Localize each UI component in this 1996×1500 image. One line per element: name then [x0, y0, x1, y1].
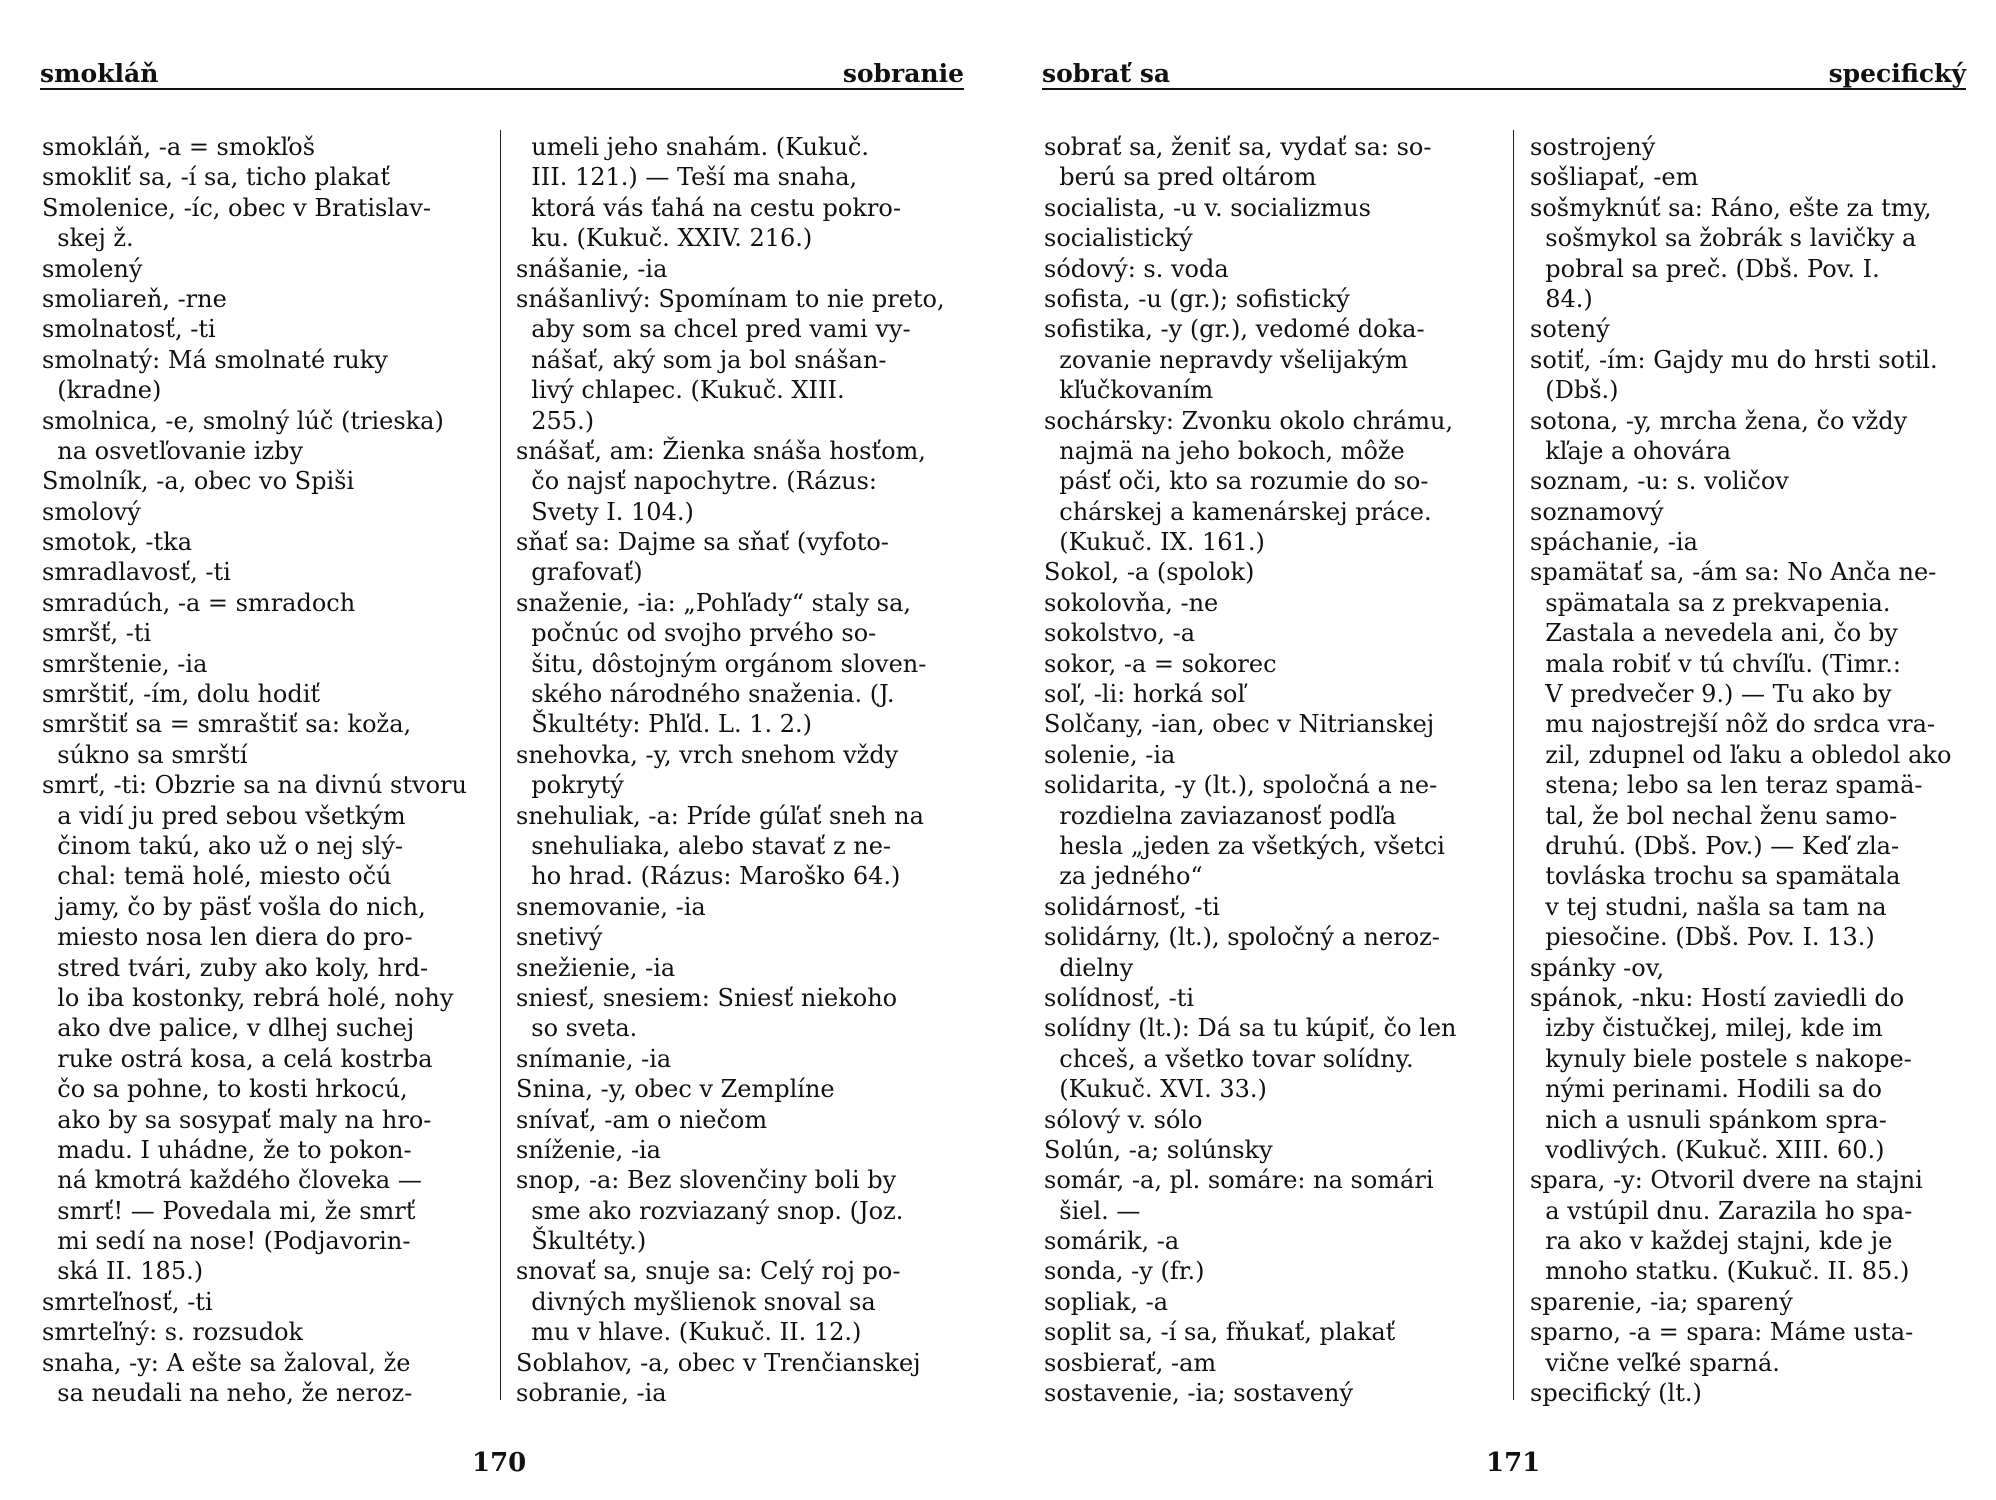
entry-line: solidárnosť, -ti: [1044, 892, 1220, 921]
entry-line: sódový: s. voda: [1044, 254, 1229, 283]
entry-line: sokolstvo, -a: [1044, 619, 1196, 648]
entry-line: soznamový: [1530, 497, 1664, 526]
entry-line: ná kmotrá každého človeka —: [42, 1166, 422, 1195]
header-last-entry: sobranie: [842, 59, 964, 88]
entry-line: zil, zdupnel od ľaku a obledol ako: [1530, 740, 1952, 769]
entry-line: Snina, -y, obec v Zemplíne: [516, 1075, 835, 1104]
entry-line: smrštiť, -ím, dolu hodiť: [42, 680, 321, 709]
entry-line: sošmyknúť sa: Ráno, ešte za tmy,: [1530, 193, 1932, 222]
entry-line: sostavenie, -ia; sostavený: [1044, 1379, 1354, 1408]
entry-line: soplit sa, -í sa, fňukať, plakať: [1044, 1318, 1396, 1347]
header-first-entry: sobrať sa: [1042, 59, 1171, 88]
entry-line: smrštiť sa = smraštiť sa: koža,: [42, 710, 412, 739]
entry-line: solídnosť, -ti: [1044, 983, 1195, 1012]
entry-line: ktorá vás ťahá na cestu pokro-: [516, 193, 901, 222]
entry-line: smokliť sa, -í sa, ticho plakať: [42, 163, 391, 192]
header-first-entry: smokláň: [40, 59, 159, 88]
entry-line: (kradne): [42, 376, 162, 405]
entry-line: smrštenie, -ia: [42, 649, 208, 678]
entry-line: najmä na jeho bokoch, môže: [1044, 436, 1405, 465]
entry-line: sotona, -y, mrcha žena, čo vždy: [1530, 406, 1908, 435]
entry-line: snovať sa, snuje sa: Celý roj po-: [516, 1257, 901, 1286]
entry-line: sparenie, -ia; sparený: [1530, 1287, 1793, 1316]
entry-line: mi sedí na nose! (Podjavorin-: [42, 1227, 411, 1256]
dictionary-column: [516, 132, 962, 1408]
entry-line: ako by sa sosypať maly na hro-: [42, 1105, 432, 1134]
entry-line: smolnatosť, -ti: [42, 315, 216, 344]
entry-line: berú sa pred oltárom: [1044, 163, 1317, 192]
entry-line: Zastala a nevedela ani, čo by: [1530, 619, 1898, 648]
entry-line: solidárny, (lt.), spoločný a neroz-: [1044, 923, 1440, 952]
dictionary-column: [42, 132, 482, 1408]
entry-line: smrť! — Povedala mi, že smrť: [42, 1196, 416, 1225]
entry-line: socialistický: [1044, 224, 1193, 253]
entry-line: sníženie, -ia: [516, 1135, 661, 1164]
entry-line: Solún, -a; solúnsky: [1044, 1135, 1273, 1164]
entry-line: sostrojený: [1530, 133, 1656, 161]
page-number: 170: [472, 1448, 527, 1478]
entry-line: smrteľný: s. rozsudok: [42, 1318, 304, 1347]
entry-line: Smolník, -a, obec vo Spiši: [42, 467, 355, 496]
entry-line: solidarita, -y (lt.), spoločná a ne-: [1044, 771, 1438, 800]
entry-line: sniesť, snesiem: Sniesť niekoho: [516, 983, 898, 1012]
running-head: [40, 58, 964, 90]
entry-line: Škultéty.): [516, 1227, 647, 1256]
entry-line: madu. I uhádne, že to pokon-: [42, 1135, 412, 1164]
entry-line: sotiť, -ím: Gajdy mu do hrsti sotil.: [1530, 345, 1938, 374]
entry-line: sokor, -a = sokorec: [1044, 649, 1277, 678]
entry-line: sošmykol sa žobrák s lavičky a: [1530, 224, 1917, 253]
entry-line: sňať sa: Dajme sa sňať (vyfoto-: [516, 528, 889, 557]
entry-line: smolový: [42, 497, 141, 526]
entry-line: spánky -ov,: [1530, 953, 1665, 982]
entry-line: Svety I. 104.): [516, 497, 694, 526]
entry-line: pásť oči, kto sa rozumie do so-: [1044, 467, 1429, 496]
entry-line: Solčany, -ian, obec v Nitrianskej: [1044, 710, 1435, 739]
entry-line: skej ž.: [42, 224, 134, 253]
entry-line: soznam, -u: s. voličov: [1530, 467, 1789, 496]
entry-line: Soblahov, -a, obec v Trenčianskej: [516, 1348, 921, 1377]
entry-line: a vstúpil dnu. Zarazila ho spa-: [1530, 1196, 1913, 1225]
entry-line: snehuliaka, alebo stavať z ne-: [516, 831, 891, 860]
entry-line: smrteľnosť, -ti: [42, 1287, 213, 1316]
entry-line: snívať, -am o niečom: [516, 1105, 768, 1134]
entry-line: sopliak, -a: [1044, 1287, 1169, 1316]
entry-line: čo najsť napochytre. (Rázus:: [516, 467, 877, 496]
entry-line: ská II. 185.): [42, 1257, 204, 1286]
header-last-entry: specifický: [1828, 59, 1966, 88]
column-divider: [500, 130, 501, 1400]
entry-line: Sokol, -a (spolok): [1044, 558, 1255, 587]
entry-line: sošliapať, -em: [1530, 163, 1699, 192]
entry-line: (Kukuč. XVI. 33.): [1044, 1075, 1267, 1104]
entry-line: snežienie, -ia: [516, 953, 676, 982]
entry-line: činom takú, ako už o nej slý-: [42, 831, 404, 860]
entry-line: stena; lebo sa len teraz spamä-: [1530, 771, 1923, 800]
entry-line: mnoho statku. (Kukuč. II. 85.): [1530, 1257, 1910, 1286]
entry-line: stred tvári, zuby ako koly, hrd-: [42, 953, 429, 982]
entry-line: chárskej a kamenárskej práce.: [1044, 497, 1432, 526]
entry-line: ruke ostrá kosa, a celá kostrba: [42, 1044, 433, 1073]
entry-line: ra ako v každej stajni, kde je: [1530, 1227, 1893, 1256]
entry-line: miesto nosa len diera do pro-: [42, 923, 413, 952]
entry-line: druhú. (Dbš. Pov.) — Keď zla-: [1530, 831, 1900, 860]
entry-line: (Kukuč. IX. 161.): [1044, 528, 1265, 557]
entry-line: za jedného“: [1044, 862, 1203, 891]
entry-line: smršť, -ti: [42, 619, 152, 648]
entry-line: snaženie, -ia: „Pohľady“ staly sa,: [516, 588, 912, 617]
entry-line: spánok, -nku: Hostí zaviedli do: [1530, 983, 1905, 1012]
entry-line: dielny: [1044, 953, 1134, 982]
entry-line: tovláska trochu sa spamätala: [1530, 862, 1901, 891]
entry-line: 84.): [1530, 284, 1593, 313]
entry-line: solenie, -ia: [1044, 740, 1176, 769]
entry-line: smokláň, -a = smokľoš: [42, 133, 316, 161]
entry-line: sobranie, -ia: [516, 1379, 667, 1408]
entry-line: soľ, -li: horká soľ: [1044, 680, 1246, 709]
entry-line: sonda, -y (fr.): [1044, 1257, 1205, 1286]
entry-line: snetivý: [516, 923, 603, 952]
entry-line: v tej studni, našla sa tam na: [1530, 892, 1887, 921]
entry-line: specifický (lt.): [1530, 1379, 1702, 1408]
entry-line: na osvetľovanie izby: [42, 436, 304, 465]
entry-line: ku. (Kukuč. XXIV. 216.): [516, 224, 813, 253]
entry-line: sochársky: Zvonku okolo chrámu,: [1044, 406, 1454, 435]
entry-line: lo iba kostonky, rebrá holé, nohy: [42, 983, 454, 1012]
entry-line: pokrytý: [516, 771, 624, 800]
entry-line: Smolenice, -íc, obec v Bratislav-: [42, 193, 432, 222]
entry-line: ho hrad. (Rázus: Maroško 64.): [516, 862, 901, 891]
entry-line: tal, že bol nechal ženu samo-: [1530, 801, 1898, 830]
entry-line: smradúch, -a = smradoch: [42, 588, 356, 617]
entry-line: Škultéty: Phľd. L. 1. 2.): [516, 710, 813, 739]
entry-line: sotený: [1530, 315, 1610, 344]
entry-line: spamätať sa, -ám sa: No Anča ne-: [1530, 558, 1937, 587]
entry-line: rozdielna zaviazanosť podľa: [1044, 801, 1397, 830]
entry-line: snaha, -y: A ešte sa žaloval, že: [42, 1348, 411, 1377]
entry-line: ako dve palice, v dlhej suchej: [42, 1014, 415, 1043]
entry-line: snášať, am: Žienka snáša hosťom,: [516, 436, 926, 465]
entry-line: čo sa pohne, to kosti hrkocú,: [42, 1075, 408, 1104]
entry-line: sofistika, -y (gr.), vedomé doka-: [1044, 315, 1425, 344]
entry-line: ského národného snaženia. (J.: [516, 680, 895, 709]
entry-line: sme ako rozviazaný snop. (Joz.: [516, 1196, 904, 1225]
dictionary-column: [1044, 132, 1484, 1408]
entry-line: snímanie, -ia: [516, 1044, 672, 1073]
entry-line: socialista, -u v. socializmus: [1044, 193, 1371, 222]
entry-line: chal: temä holé, miesto očú: [42, 862, 392, 891]
entry-line: snášanlivý: Spomínam to nie preto,: [516, 284, 945, 313]
entry-line: grafovať): [516, 558, 643, 587]
entry-line: spara, -y: Otvoril dvere na stajni: [1530, 1166, 1923, 1195]
entry-line: vične veľké sparná.: [1530, 1348, 1780, 1377]
entry-line: kynuly biele postele s nakope-: [1530, 1044, 1912, 1073]
entry-line: somárik, -a: [1044, 1227, 1180, 1256]
entry-line: sólový v. sólo: [1044, 1105, 1203, 1134]
entry-line: smrť, -ti: Obzrie sa na divnú stvoru: [42, 771, 467, 800]
entry-line: umeli jeho snahám. (Kukuč.: [516, 133, 869, 161]
entry-line: smoliareň, -rne: [42, 284, 227, 313]
entry-line: kľučkovaním: [1044, 376, 1214, 405]
entry-line: sobrať sa, ženiť sa, vydať sa: so-: [1044, 133, 1432, 161]
entry-line: jamy, čo by päsť vošla do nich,: [42, 892, 426, 921]
entry-line: snehuliak, -a: Príde gúľať sneh na: [516, 801, 924, 830]
entry-line: sosbierať, -am: [1044, 1348, 1217, 1377]
column-divider: [1513, 130, 1514, 1400]
entry-line: sofista, -u (gr.); sofistický: [1044, 284, 1350, 313]
entry-line: 255.): [516, 406, 595, 435]
entry-line: šiel. —: [1044, 1196, 1141, 1225]
entry-line: sa neudali na neho, že neroz-: [42, 1379, 413, 1408]
entry-line: snop, -a: Bez slovenčiny boli by: [516, 1166, 897, 1195]
entry-line: snášanie, -ia: [516, 254, 668, 283]
entry-line: III. 121.) — Teší ma snaha,: [516, 163, 858, 192]
entry-line: (Dbš.): [1530, 376, 1619, 405]
entry-line: hesla „jeden za všetkých, všetci: [1044, 831, 1445, 860]
running-head: [1042, 58, 1966, 90]
entry-line: mu v hlave. (Kukuč. II. 12.): [516, 1318, 862, 1347]
entry-line: spáchanie, -ia: [1530, 528, 1698, 557]
entry-line: nich a usnuli spánkom spra-: [1530, 1105, 1887, 1134]
entry-line: sokolovňa, -ne: [1044, 588, 1219, 617]
entry-line: pobral sa preč. (Dbš. Pov. I.: [1530, 254, 1880, 283]
dictionary-column: [1530, 132, 1976, 1408]
entry-line: aby som sa chcel pred vami vy-: [516, 315, 911, 344]
entry-line: V predvečer 9.) — Tu ako by: [1530, 680, 1892, 709]
entry-line: livý chlapec. (Kukuč. XIII.: [516, 376, 845, 405]
right-page: [1000, 0, 1996, 1500]
entry-line: sparno, -a = spara: Máme usta-: [1530, 1318, 1914, 1347]
entry-line: smotok, -tka: [42, 528, 193, 557]
entry-line: somár, -a, pl. somáre: na somári: [1044, 1166, 1434, 1195]
entry-line: smolnatý: Má smolnaté ruky: [42, 345, 388, 374]
entry-line: súkno sa smrští: [42, 740, 248, 769]
entry-line: divných myšlienok snoval sa: [516, 1287, 876, 1316]
entry-line: piesočine. (Dbš. Pov. I. 13.): [1530, 923, 1875, 952]
entry-line: chceš, a všetko tovar solídny.: [1044, 1044, 1414, 1073]
entry-line: so sveta.: [516, 1014, 638, 1043]
entry-line: spämatala sa z prekvapenia.: [1530, 588, 1891, 617]
entry-line: počnúc od svojho prvého so-: [516, 619, 877, 648]
entry-line: šitu, dôstojným orgánom sloven-: [516, 649, 927, 678]
entry-line: a vidí ju pred sebou všetkým: [42, 801, 406, 830]
entry-line: izby čistučkej, milej, kde im: [1530, 1014, 1883, 1043]
entry-line: mala robiť v tú chvíľu. (Timr.:: [1530, 649, 1901, 678]
entry-line: vodlivých. (Kukuč. XIII. 60.): [1530, 1135, 1885, 1164]
entry-line: mu najostrejší nôž do srdca vra-: [1530, 710, 1936, 739]
entry-line: smradlavosť, -ti: [42, 558, 231, 587]
entry-line: solídny (lt.): Dá sa tu kúpiť, čo len: [1044, 1014, 1457, 1043]
entry-line: snehovka, -y, vrch snehom vždy: [516, 740, 899, 769]
entry-line: smolený: [42, 254, 143, 283]
page-number: 171: [1486, 1448, 1541, 1478]
entry-line: kľaje a ohovára: [1530, 436, 1731, 465]
entry-line: nášať, aký som ja bol snášan-: [516, 345, 887, 374]
entry-line: snemovanie, -ia: [516, 892, 706, 921]
entry-line: smolnica, -e, smolný lúč (trieska): [42, 406, 444, 435]
entry-line: nými perinami. Hodili sa do: [1530, 1075, 1882, 1104]
entry-line: zovanie nepravdy všelijakým: [1044, 345, 1409, 374]
